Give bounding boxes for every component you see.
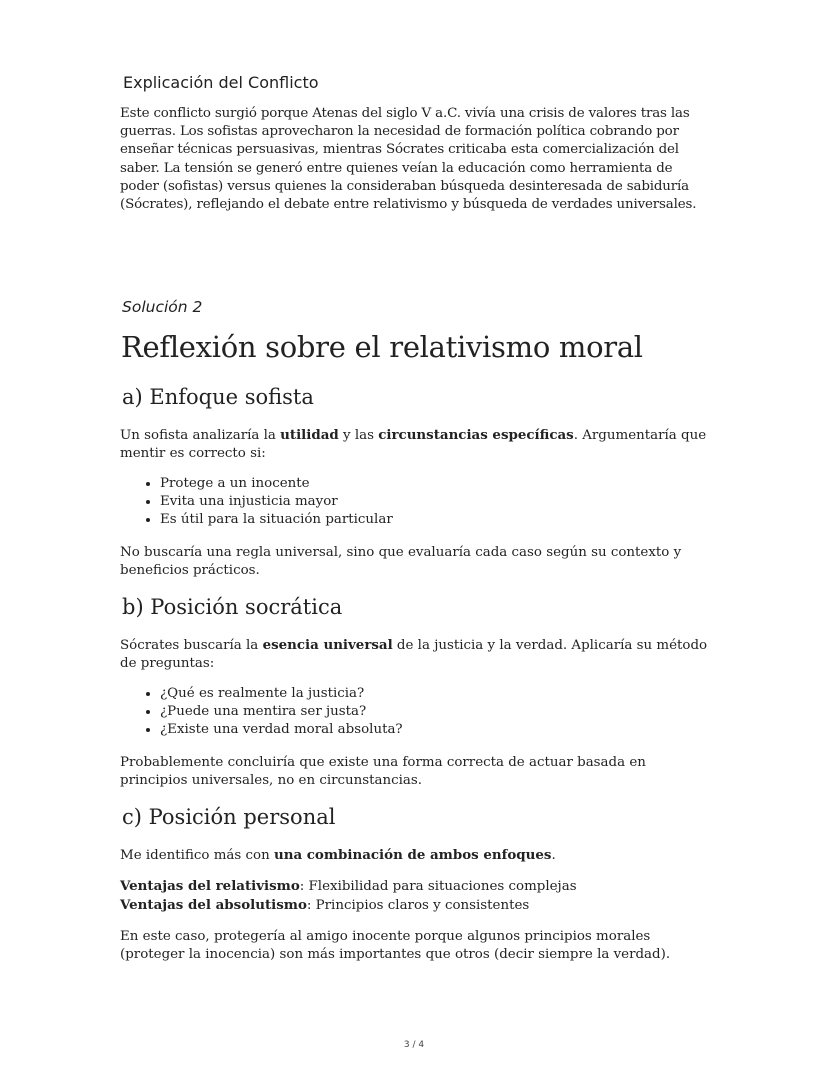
section-b-intro-text-2: de la justicia y la verdad. Aplicaría su método de preguntas: xyxy=(120,638,708,672)
section-a-intro-bold-2: circunstancias específicas xyxy=(378,427,574,443)
section-b-heading: b) Posición socrática xyxy=(122,595,343,619)
advantages-absolutism-label: Ventajas del absolutismo xyxy=(120,897,307,914)
list-item: • Es útil para la situación particular xyxy=(160,511,710,529)
section-c-heading: c) Posición personal xyxy=(122,805,336,829)
section-a-closing-text: No buscaría una regla universal, sino que evaluaría cada caso según su contexto y beneficios prácticos. xyxy=(120,545,682,579)
section-a-closing xyxy=(120,544,710,580)
conflict-paragraph: Este conflicto surgió porque Atenas del siglo V a.C. vivía una crisis de valores tras las guerras. Los sofistas aprovecharon la necesidad de formación política cobrando por enseñar técnicas persuasivas, mientras Sócrates criticaba esta comercialización del saber. La tensión se generó entre quienes veían la educación como herramienta de poder (sofistas) versus quienes la consideraban búsqueda desinteresada de sabiduría (Sócrates), reflejando el debate entre relativismo y búsqueda de verdades universales. xyxy=(120,106,697,213)
section-a-intro-bold-1: utilidad xyxy=(280,427,339,443)
section-c-intro-text-2: . xyxy=(551,848,556,863)
list-item: • ¿Qué es realmente la justicia? xyxy=(160,685,710,703)
list-item: • ¿Existe una verdad moral absoluta? xyxy=(160,721,710,739)
advantages-relativism-label: Ventajas del relativismo xyxy=(120,878,300,894)
section-a-intro-text-3: . Argumentaría que mentir es correcto si: xyxy=(120,428,707,462)
section-c-intro-bold: una combinación de ambos enfoques xyxy=(273,847,552,863)
advantages-absolutism-text: : Principios claros y consistentes xyxy=(306,898,530,914)
section-b-closing-text: Probablemente concluiría que existe una forma correcta de actuar basada en principios universales, no en circunstancias. xyxy=(120,755,646,789)
section-c-closing-text: En este caso, protegería al amigo inocente porque algunos principios morales (proteger la inocencia) son más importantes que otros (decir siempre la verdad). xyxy=(120,929,671,963)
solution-label: Solución 2 xyxy=(122,298,203,316)
section-b-list xyxy=(120,685,710,740)
section-b-intro-bold: esencia universal xyxy=(262,637,393,653)
list-item: • Evita una injusticia mayor xyxy=(160,493,710,511)
section-a-intro-text-2: y las xyxy=(338,428,379,443)
list-item: • Protege a un inocente xyxy=(160,475,710,493)
section-c-advantages xyxy=(120,877,710,915)
section-b-intro xyxy=(120,636,710,673)
list-item: • ¿Puede una mentira ser justa? xyxy=(160,703,710,721)
section-b-closing xyxy=(120,754,710,790)
section-a-intro xyxy=(120,426,710,463)
section-a-intro-text-1: Un sofista analizaría la xyxy=(120,428,281,443)
section-a-list xyxy=(120,475,710,530)
section-c-closing xyxy=(120,928,710,964)
section-c-intro xyxy=(120,846,710,865)
section-b-intro-text-1: Sócrates buscaría la xyxy=(120,638,263,653)
conflict-heading: Explicación del Conflicto xyxy=(123,73,319,92)
section-a-heading: a) Enfoque sofista xyxy=(122,385,314,409)
section-c-intro-text-1: Me identifico más con xyxy=(120,848,274,863)
advantages-relativism-text: : Flexibilidad para situaciones complejas xyxy=(299,879,577,894)
page-number: 3 / 4 xyxy=(403,1040,425,1050)
page-title: Reflexión sobre el relativismo moral xyxy=(121,330,643,364)
